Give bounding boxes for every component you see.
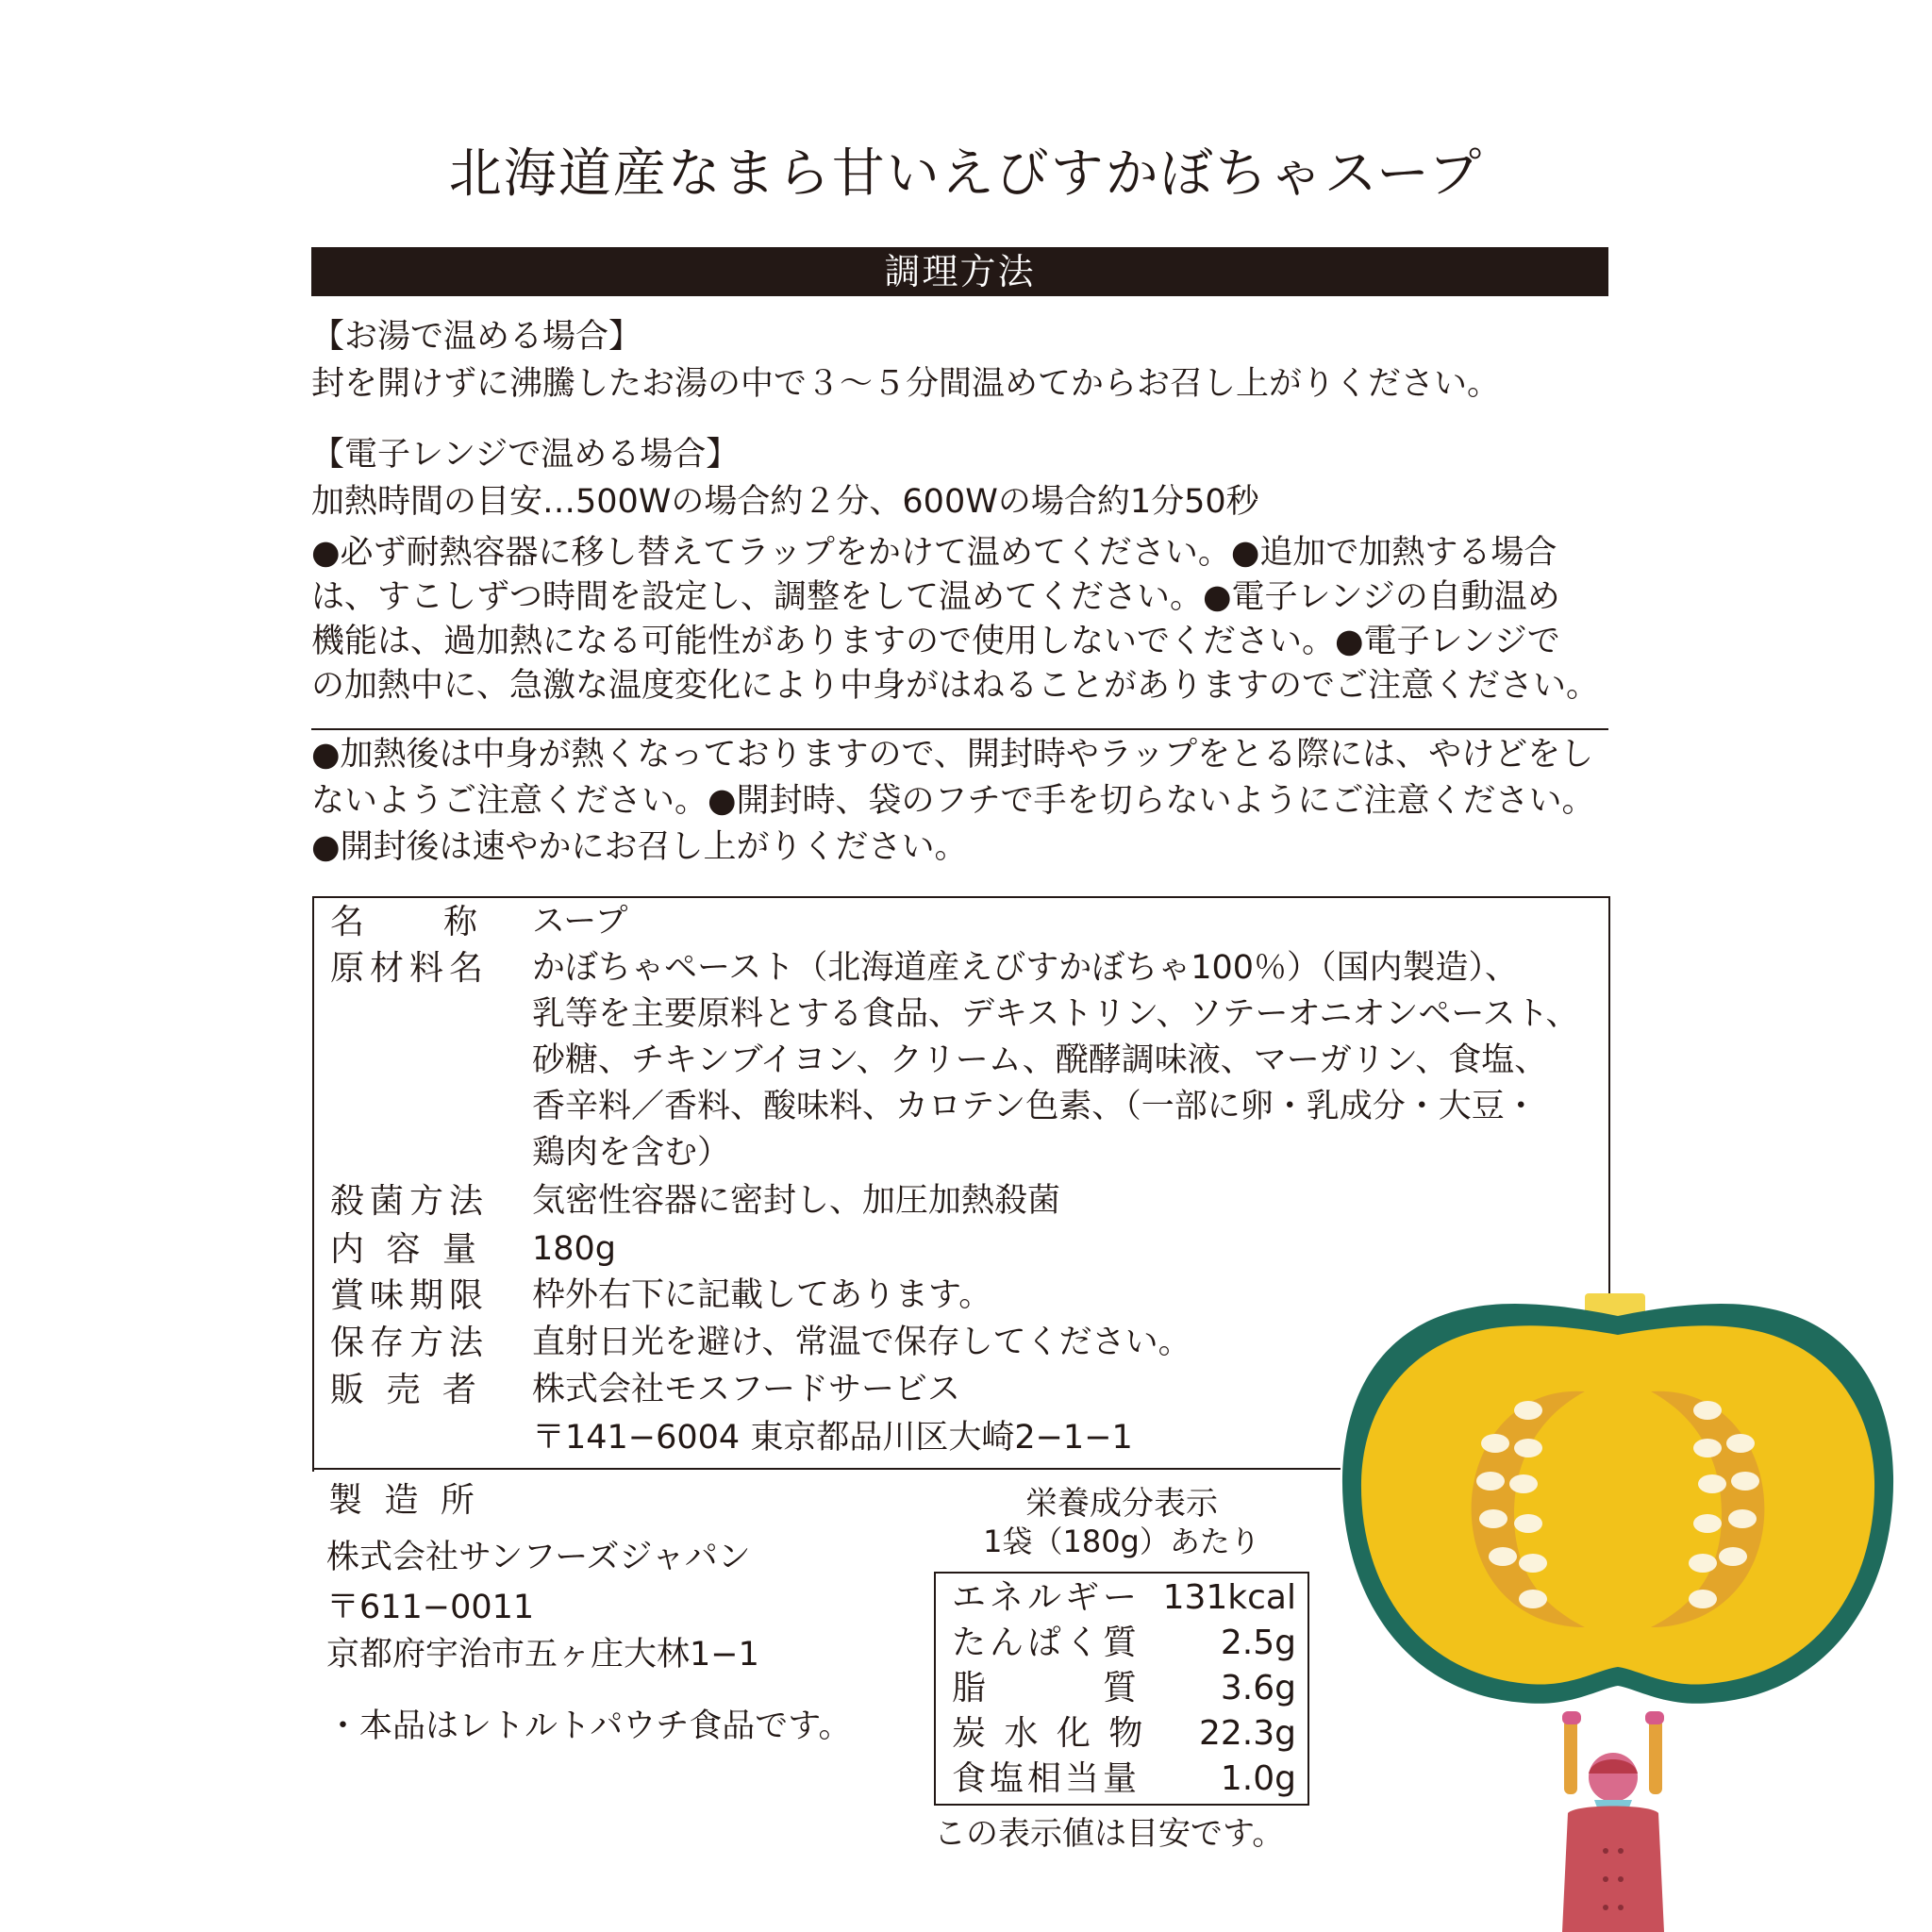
- product-info-box-bottom: [312, 1468, 1341, 1470]
- ingredients-line: 香辛料／香料、酸味料、カロテン色素、（一部に卵・乳成分・大豆・: [532, 1088, 1538, 1125]
- pumpkin-flesh: [1361, 1325, 1874, 1684]
- person-hand-right: [1645, 1711, 1664, 1724]
- person-hand-left: [1562, 1711, 1581, 1724]
- content-label: 内 容 量: [330, 1230, 482, 1269]
- nutrition-row-value: 22.3g: [1198, 1714, 1296, 1753]
- retort-note: ・本品はレトルトパウチ食品です。: [326, 1707, 852, 1745]
- ingredients-line: 砂糖、チキンブイヨン、クリーム、醗酵調味液、マーガリン、食塩、: [532, 1041, 1548, 1079]
- pumpkin-illustration: [1335, 1288, 1901, 1726]
- name-value: スープ: [532, 903, 628, 941]
- nutrition-row-value: 131kcal: [1162, 1578, 1296, 1617]
- storage-value: 直射日光を避け、常温で保存してください。: [532, 1324, 1191, 1361]
- microwave-note-line: は、すこしずつ時間を設定し、調整をして温めてください。●電子レンジの自動温め: [311, 578, 1560, 616]
- nutrition-title: 栄養成分表示: [1025, 1485, 1218, 1523]
- nutrition-row-label: エネルギー: [952, 1578, 1141, 1617]
- nutrition-row-label: 炭 水 化 物: [952, 1714, 1147, 1753]
- ingredients-line: かぼちゃペースト（北海道産えびすかぼちゃ100％）（国内製造）、: [532, 949, 1519, 987]
- manufacturer-postal: 〒611−0011: [326, 1589, 535, 1626]
- microwave-note-line: ●必ず耐熱容器に移し替えてラップをかけて温めてください。●追加で加熱する場合: [311, 534, 1557, 572]
- caution-line: ●加熱後は中身が熱くなっておりますので、開封時やラップをとる際には、やけどをし: [311, 736, 1594, 774]
- manufacturer-label: 製 造 所: [328, 1481, 480, 1520]
- microwave-heading: 【電子レンジで温める場合】: [311, 436, 740, 474]
- person-arm-left: [1564, 1719, 1577, 1794]
- seller-address: 〒141−6004 東京都品川区大崎2−1−1: [532, 1419, 1133, 1457]
- nutrition-row-label: 脂 質: [952, 1669, 1141, 1707]
- microwave-note-line: の加熱中に、急激な温度変化により中身がはねることがありますのでご注意ください。: [311, 667, 1600, 705]
- person-arm-right: [1649, 1719, 1662, 1794]
- sterilization-label: 殺菌方法: [330, 1182, 490, 1221]
- nutrition-row-label: 食塩相当量: [952, 1759, 1141, 1798]
- ingredients-label: 原材料名: [330, 949, 490, 988]
- hot-water-text: 封を開けずに沸騰したお湯の中で３〜５分間温めてからお召し上がりください。: [311, 365, 1501, 403]
- storage-label: 保存方法: [330, 1324, 490, 1362]
- name-label: 名 称: [330, 903, 482, 941]
- nutrition-row-value: 3.6g: [1220, 1669, 1296, 1707]
- seller-label: 販 売 者: [330, 1371, 482, 1409]
- section-header-cooking-method: 調理方法: [311, 247, 1608, 296]
- person-illustration: [1547, 1709, 1679, 1932]
- manufacturer-name: 株式会社サンフーズジャパン: [326, 1539, 751, 1576]
- nutrition-row-value: 1.0g: [1220, 1759, 1296, 1798]
- content-value: 180g: [532, 1230, 617, 1268]
- caution-line: ないようご注意ください。●開封時、袋のフチで手を切らないようにご注意ください。: [311, 782, 1595, 820]
- ingredients-line: 鶏肉を含む）: [532, 1134, 731, 1172]
- divider: [311, 728, 1608, 730]
- product-title: 北海道産なまら甘いえびすかぼちゃスープ: [448, 143, 1484, 205]
- microwave-guide: 加熱時間の目安…500Wの場合約２分、600Wの場合約1分50秒: [311, 483, 1259, 521]
- expiry-label: 賞味期限: [330, 1276, 490, 1315]
- nutrition-note: この表示値は目安です。: [934, 1815, 1285, 1853]
- caution-line: ●開封後は速やかにお召し上がりください。: [311, 828, 968, 866]
- expiry-value: 枠外右下に記載してあります。: [532, 1276, 992, 1314]
- nutrition-row-label: たんぱく質: [952, 1624, 1141, 1662]
- person-dress: [1562, 1807, 1664, 1932]
- microwave-note-line: 機能は、過加熱になる可能性がありますので使用しないでください。●電子レンジで: [311, 623, 1560, 660]
- hot-water-heading: 【お湯で温める場合】: [311, 318, 642, 356]
- seller-value: 株式会社モスフードサービス: [532, 1371, 960, 1408]
- ingredients-line: 乳等を主要原料とする食品、デキストリン、ソテーオニオンペースト、: [532, 995, 1579, 1033]
- nutrition-row-value: 2.5g: [1220, 1624, 1296, 1662]
- sterilization-value: 気密性容器に密封し、加圧加熱殺菌: [532, 1182, 1061, 1220]
- manufacturer-address: 京都府宇治市五ヶ庄大林1−1: [326, 1636, 759, 1674]
- nutrition-per-serving: 1袋（180g）あたり: [983, 1524, 1260, 1559]
